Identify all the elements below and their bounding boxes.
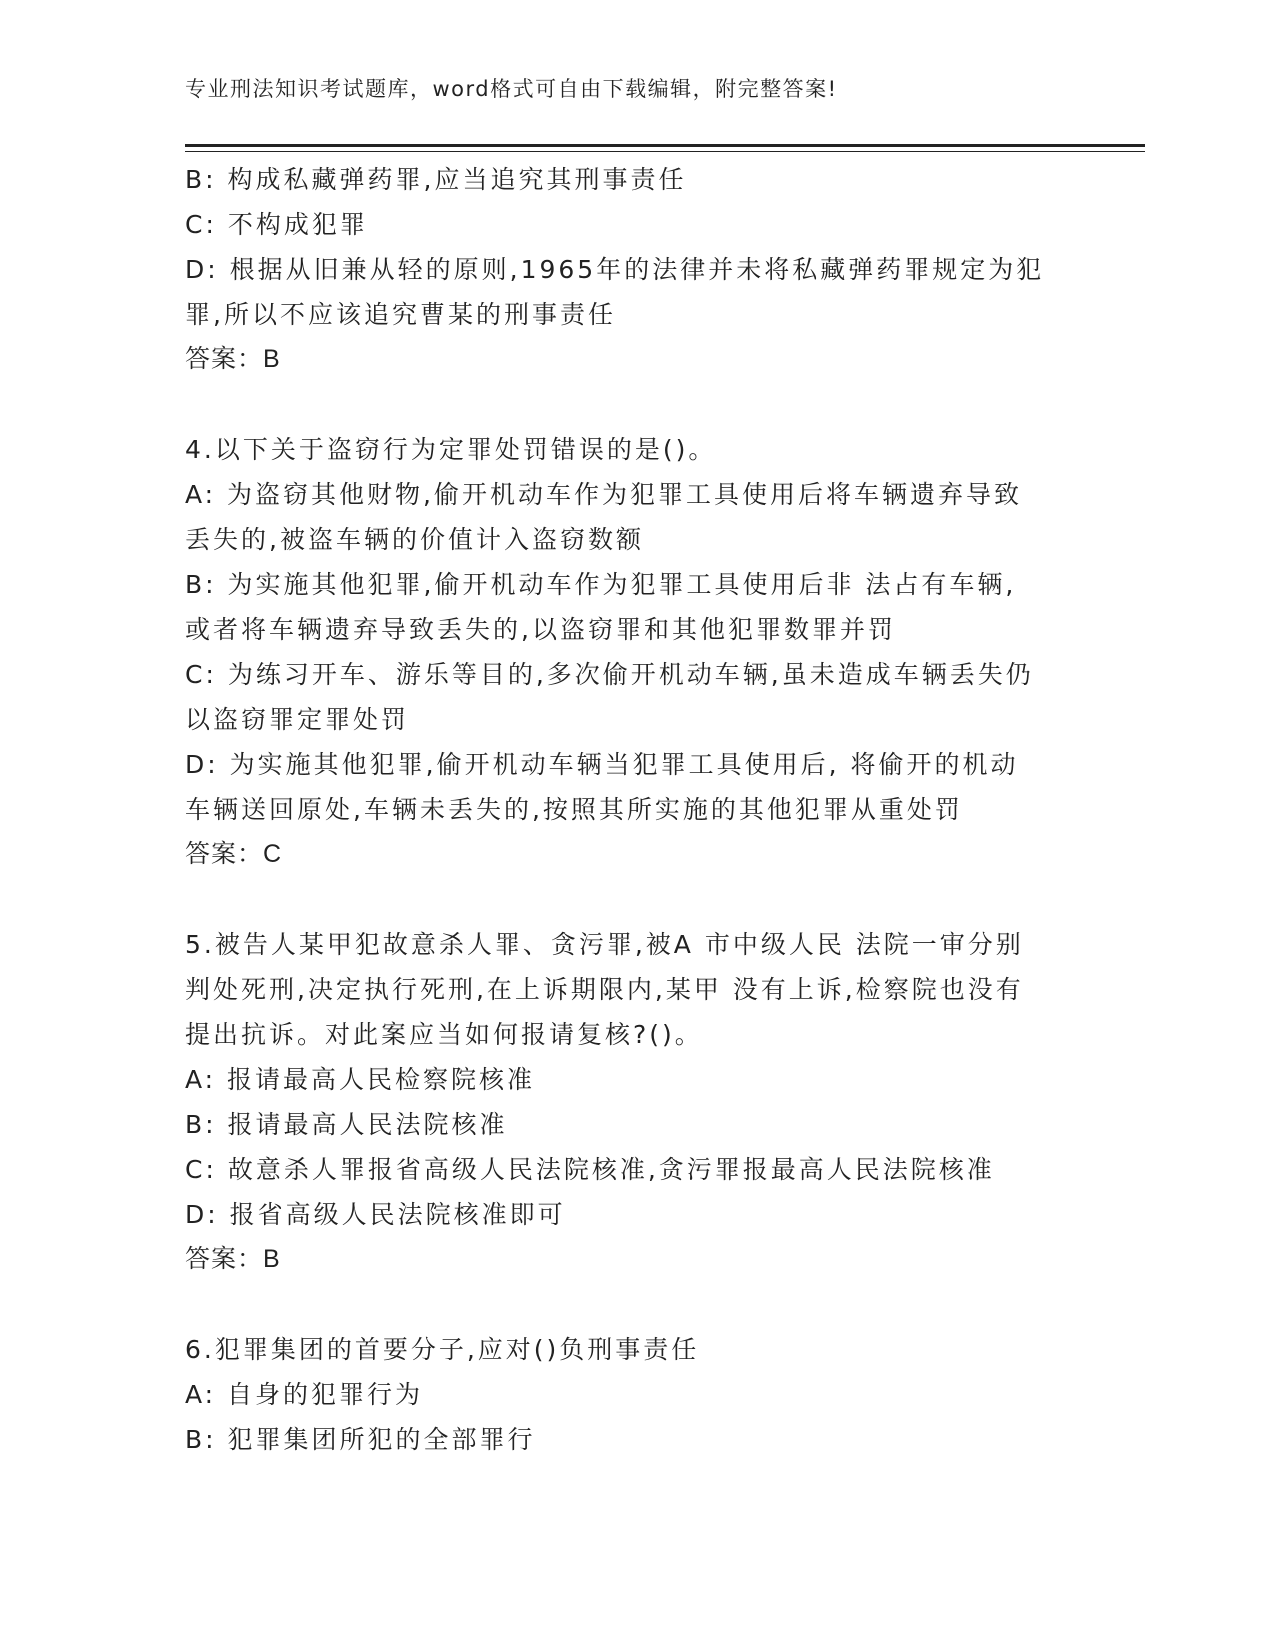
q5-option-c: C: 故意杀人罪报省高级人民法院核准,贪污罪报最高人民法院核准	[185, 1155, 995, 1184]
q4-line: C: 为练习开车、游乐等目的,多次偷开机动车辆,虽未造成车辆丢失仍	[185, 660, 1034, 689]
q5-option-a: A: 报请最高人民检察院核准	[185, 1065, 536, 1094]
header-rule-thick	[185, 144, 1145, 147]
q4-line: D: 为实施其他犯罪,偷开机动车辆当犯罪工具使用后, 将偷开的机动	[185, 750, 1019, 779]
q4-line: 丢失的,被盗车辆的价值计入盗窃数额	[185, 525, 644, 554]
q6-option-b: B: 犯罪集团所犯的全部罪行	[185, 1425, 536, 1454]
header-rule-thin	[185, 151, 1145, 152]
q4-stem: 4.以下关于盗窃行为定罪处罚错误的是()。	[185, 435, 717, 464]
q3-option-d-cont: 罪,所以不应该追究曹某的刑事责任	[185, 300, 616, 329]
q3-answer: 答案：B	[185, 345, 281, 373]
page-header: 专业刑法知识考试题库，word格式可自由下载编辑，附完整答案!	[185, 77, 838, 101]
question-4	[185, 427, 1085, 877]
q4-line: A: 为盗窃其他财物,偷开机动车作为犯罪工具使用后将车辆遗弃导致	[185, 480, 1022, 509]
q5-answer: 答案：B	[185, 1245, 281, 1273]
q5-option-d: D: 报省高级人民法院核准即可	[185, 1200, 566, 1229]
q3-option-b: B: 构成私藏弹药罪,应当追究其刑事责任	[185, 165, 687, 194]
q6-option-a: A: 自身的犯罪行为	[185, 1380, 424, 1409]
q4-line: 或者将车辆遗弃导致丢失的,以盗窃罪和其他犯罪数罪并罚	[185, 615, 896, 644]
q3-option-c: C: 不构成犯罪	[185, 210, 368, 239]
q4-line: 以盗窃罪定罪处罚	[185, 705, 410, 734]
question-3-tail	[185, 157, 1085, 382]
q4-answer: 答案：C	[185, 840, 283, 868]
question-6	[185, 1327, 1085, 1462]
q4-line: B: 为实施其他犯罪,偷开机动车作为犯罪工具使用后非 法占有车辆,	[185, 570, 1017, 599]
document-body	[185, 157, 1085, 1462]
q5-stem: 5.被告人某甲犯故意杀人罪、贪污罪,被A 市中级人民 法院一审分别	[185, 930, 1024, 959]
q3-option-d: D: 根据从旧兼从轻的原则,1965年的法律并未将私藏弹药罪规定为犯	[185, 255, 1045, 284]
question-5	[185, 922, 1085, 1282]
q6-stem: 6.犯罪集团的首要分子,应对()负刑事责任	[185, 1335, 700, 1364]
q5-stem: 提出抗诉。对此案应当如何报请复核?()。	[185, 1020, 703, 1049]
q5-option-b: B: 报请最高人民法院核准	[185, 1110, 508, 1139]
q4-line: 车辆送回原处,车辆未丢失的,按照其所实施的其他犯罪从重处罚	[185, 795, 963, 824]
q5-stem: 判处死刑,决定执行死刑,在上诉期限内,某甲 没有上诉,检察院也没有	[185, 975, 1024, 1004]
